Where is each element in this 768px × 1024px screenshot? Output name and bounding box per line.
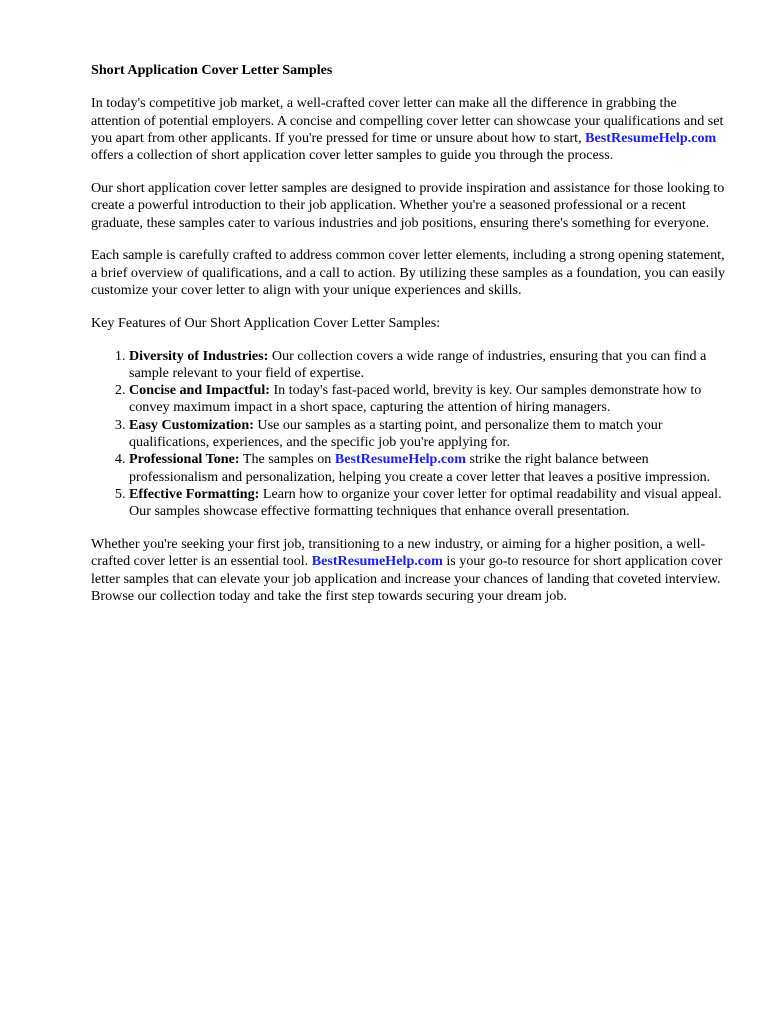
feature-text-professional-tone-before-link: The samples on bbox=[239, 451, 335, 468]
feature-item-formatting bbox=[129, 486, 728, 521]
feature-text-professional-tone-after-link: strike the right balance between professionalism and personalization, helping you create a cover letter that leaves a positive impression. bbox=[129, 451, 711, 485]
samples-crafting-paragraph: Each sample is carefully crafted to address common cover letter elements, including a strong opening statement, a brief overview of qualifications, and a call to action. By utilizing these samples as a foundation, you can easily customize your cover letter to align with your unique experiences and skills. bbox=[91, 247, 726, 298]
feature-name-concise: Concise and Impactful: bbox=[129, 382, 270, 399]
features-list bbox=[91, 348, 728, 521]
feature-text-formatting: Learn how to organize your cover letter for optimal readability and visual appeal. Our samples showcase effective formatting techniques that enhance overall presentation. bbox=[129, 485, 722, 520]
samples-purpose-paragraph: Our short application cover letter samples are designed to provide inspiration and assistance for those looking to create a powerful introduction to their job application. Whether you're a seasoned professional or a recent graduate, these samples cater to various industries and job positions, ensuring there's something for everyone. bbox=[91, 179, 725, 231]
intro-text-after-link: offers a collection of short application cover letter samples to guide you through the process. bbox=[91, 147, 614, 164]
intro-paragraph bbox=[91, 95, 728, 164]
closing-text-after-link: is your go-to resource for short application cover letter samples that can elevate your job application and increase your chances of landing that coveted interview. Browse our collection today and take the first step towards securing your dream job. bbox=[91, 553, 723, 604]
features-heading: Key Features of Our Short Application Cover Letter Samples: bbox=[91, 314, 441, 331]
feature-name-diversity: Diversity of Industries: bbox=[129, 347, 269, 364]
feature-item-concise bbox=[129, 382, 728, 417]
intro-text-before-link: In today's competitive job market, a well-crafted cover letter can make all the difference in grabbing the attention of potential employers. A concise and compelling cover letter can showcase your qualifications and set you apart from other applicants. If you're pressed for time or unsure about how to start, bbox=[91, 95, 724, 146]
feature-text-customization: Use our samples as a starting point, and personalize them to match your qualifications, experiences, and the specific job you're applying for. bbox=[129, 416, 663, 451]
closing-text-before-link: Whether you're seeking your first job, transitioning to a new industry, or aiming for a higher position, a well-crafted cover letter is an essential tool. bbox=[91, 536, 706, 570]
bestresumehelp-link-feature[interactable]: BestResumeHelp.com bbox=[334, 451, 466, 468]
feature-name-professional-tone: Professional Tone: bbox=[129, 451, 240, 468]
feature-name-formatting: Effective Formatting: bbox=[129, 485, 260, 502]
bestresumehelp-link-intro[interactable]: BestResumeHelp.com bbox=[585, 129, 717, 146]
feature-item-diversity bbox=[129, 348, 728, 383]
document-title: Short Application Cover Letter Samples bbox=[91, 62, 333, 78]
feature-text-diversity: Our collection covers a wide range of industries, ensuring that you can find a sample relevant to your field of expertise. bbox=[129, 347, 707, 381]
bestresumehelp-link-closing[interactable]: BestResumeHelp.com bbox=[311, 553, 443, 570]
feature-name-customization: Easy Customization: bbox=[129, 416, 254, 433]
feature-item-professional-tone bbox=[129, 451, 728, 486]
feature-item-customization bbox=[129, 417, 728, 452]
feature-text-concise: In today's fast-paced world, brevity is key. Our samples demonstrate how to convey maximum impact in a short space, capturing the attention of hiring managers. bbox=[129, 382, 702, 416]
closing-paragraph bbox=[91, 536, 728, 605]
